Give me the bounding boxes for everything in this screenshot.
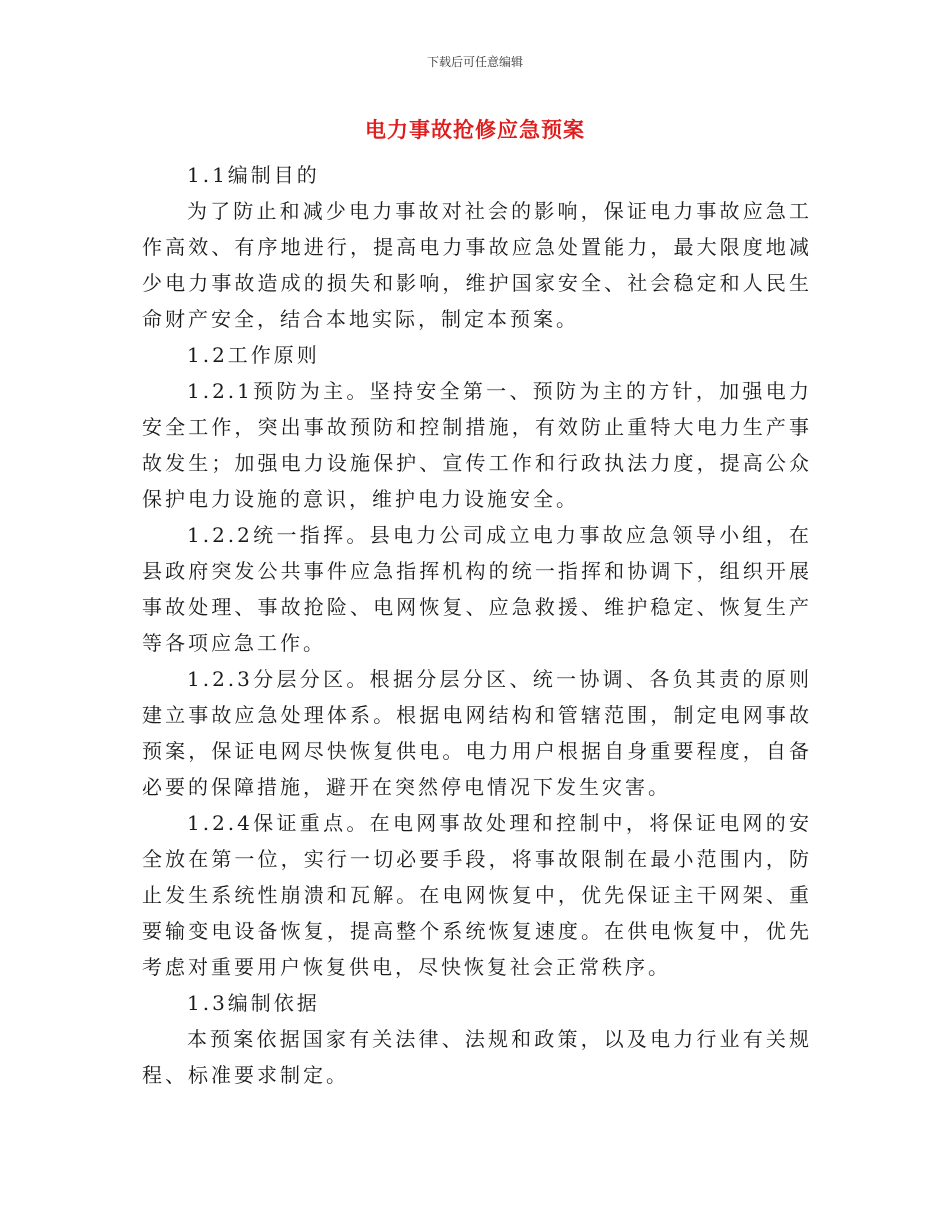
document-title: 电力事故抢修应急预案 [365,117,585,142]
paragraph-purpose: 为了防止和减少电力事故对社会的影响，保证电力事故应急工作高效、有序地进行，提高电力事故应急处置能力，最大限度地减少电力事故造成的损失和影响，维护国家安全、社会稳定和人民生命财产安全，结合本地实际，制定本预案。 [142,199,812,331]
heading-1-1: 1.1编制目的 [187,163,320,187]
paragraph-1-2-2: 1.2.2统一指挥。县电力公司成立电力事故应急领导小组，在县政府突发公共事件应急指挥机构的统一指挥和协调下，组织开展事故处理、事故抢险、电网恢复、应急救援、维护稳定、恢复生产等各项应急工作。 [142,523,812,655]
heading-1-2: 1.2工作原则 [187,343,320,367]
document-body [142,157,812,1093]
paragraph-1-2-4: 1.2.4保证重点。在电网事故处理和控制中，将保证电网的安全放在第一位，实行一切必要手段，将事故限制在最小范围内，防止发生系统性崩溃和瓦解。在电网恢复中，优先保证主干网架、重要输变电设备恢复，提高整个系统恢复速度。在供电恢复中，优先考虑对重要用户恢复供电，尽快恢复社会正常秩序。 [142,811,812,979]
header-note: 下载后可任意编辑 [426,55,523,69]
paragraph-1-2-3: 1.2.3分层分区。根据分层分区、统一协调、各负其责的原则建立事故应急处理体系。根据电网结构和管辖范围，制定电网事故预案，保证电网尽快恢复供电。电力用户根据自身重要程度，自备必要的保障措施，避开在突然停电情况下发生灾害。 [142,667,812,799]
paragraph-basis: 本预案依据国家有关法律、法规和政策，以及电力行业有关规程、标准要求制定。 [142,1027,812,1087]
heading-1-3: 1.3编制依据 [187,991,320,1015]
paragraph-1-2-1: 1.2.1预防为主。坚持安全第一、预防为主的方针，加强电力安全工作，突出事故预防和控制措施，有效防止重特大电力生产事故发生；加强电力设施保护、宣传工作和行政执法力度，提高公众保护电力设施的意识，维护电力设施安全。 [142,379,812,511]
